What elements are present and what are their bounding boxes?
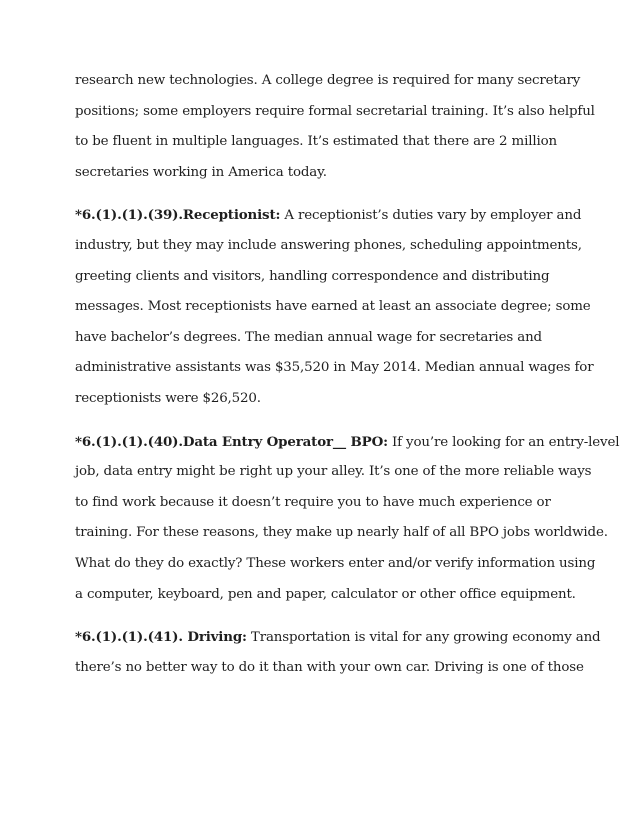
paragraph-driving bbox=[75, 622, 601, 683]
document-page bbox=[75, 66, 620, 695]
text-run: If you’re looking for an entry-level bbox=[387, 434, 620, 450]
text-line: greeting clients and visitors, handling correspondence and distributing bbox=[75, 268, 550, 284]
text-line: job, data entry might be right up your alley. It’s one of the more reliable ways bbox=[75, 464, 592, 480]
paragraph-receptionist bbox=[75, 200, 594, 414]
text-line: messages. Most receptionists have earned at least an associate degree; some bbox=[75, 299, 591, 315]
section-heading-receptionist: *6.(1).(1).(39).Receptionist: bbox=[75, 207, 281, 224]
text-line: a computer, keyboard, pen and paper, calculator or other office equipment. bbox=[75, 586, 576, 602]
text-line: administrative assistants was $35,520 in May 2014. Median annual wages for bbox=[75, 360, 594, 376]
section-heading-data-entry: *6.(1).(1).(40).Data Entry Operator__ BPO: bbox=[75, 433, 388, 450]
text-line: receptionists were $26,520. bbox=[75, 390, 261, 406]
text-line: secretaries working in America today. bbox=[75, 164, 327, 180]
paragraph-data-entry-operator bbox=[75, 427, 620, 611]
text-line bbox=[75, 200, 582, 231]
text-line bbox=[75, 427, 620, 458]
text-line: What do they do exactly? These workers enter and/or verify information using bbox=[75, 555, 596, 571]
text-line: have bachelor’s degrees. The median annual wage for secretaries and bbox=[75, 329, 542, 345]
paragraph-secretary-continued bbox=[75, 66, 595, 188]
text-line bbox=[75, 622, 601, 653]
text-line: training. For these reasons, they make up nearly half of all BPO jobs worldwide. bbox=[75, 525, 608, 541]
text-line: to be fluent in multiple languages. It’s estimated that there are 2 million bbox=[75, 134, 557, 150]
text-line: industry, but they may include answering phones, scheduling appointments, bbox=[75, 237, 582, 253]
text-run: Transportation is vital for any growing economy and bbox=[246, 630, 601, 646]
text-line: positions; some employers require formal secretarial training. It’s also helpful bbox=[75, 103, 595, 119]
text-run: A receptionist’s duties vary by employer and bbox=[280, 208, 582, 224]
text-line: there’s no better way to do it than with your own car. Driving is one of those bbox=[75, 659, 584, 675]
text-line: to find work because it doesn’t require you to have much experience or bbox=[75, 494, 551, 510]
text-line: research new technologies. A college degree is required for many secretary bbox=[75, 73, 581, 88]
section-heading-driving: *6.(1).(1).(41). Driving: bbox=[75, 629, 247, 646]
